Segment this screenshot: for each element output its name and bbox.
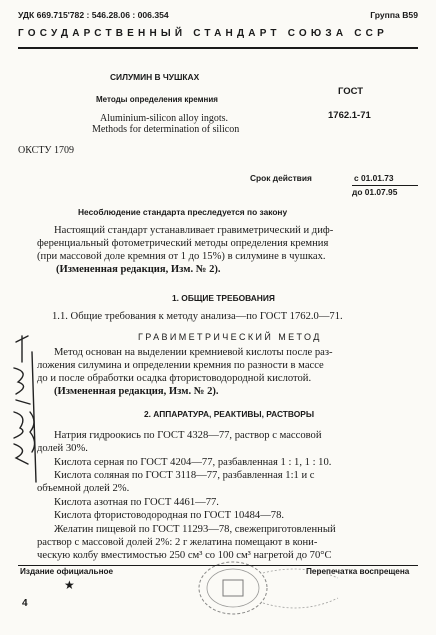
header-rule <box>18 47 418 49</box>
intro-line: Настоящий стандарт устанавливает гравиметрический и диф- <box>54 225 334 236</box>
reagent-line: Натрия гидроокись по ГОСТ 4328—77, раствор с массовой <box>54 430 322 441</box>
doc-subtitle: Методы определения кремния <box>96 95 218 104</box>
library-stamp <box>193 553 343 623</box>
gost-number: 1762.1-71 <box>328 110 371 121</box>
reagent-line: Кислота серная по ГОСТ 4204—77, разбавленная 1 : 1, 1 : 10. <box>54 457 332 468</box>
okstu-code: ОКСТУ 1709 <box>18 145 75 156</box>
title-english-2: Methods for determination of silicon <box>92 124 240 135</box>
intro-line: (при массовой доле кремния от 1 до 15%) в силумине в чушках. <box>37 251 326 262</box>
gravimetric-line: Метод основан на выделении кремниевой кислоты после раз- <box>54 347 333 358</box>
validity-from: с 01.01.73 <box>354 173 394 183</box>
star-icon: ★ <box>64 578 75 592</box>
gravimetric-line: ложения силумина и определении кремния по разности в массе <box>37 360 324 371</box>
reagent-line: долей 30%. <box>37 443 88 454</box>
standard-title: ГОСУДАРСТВЕННЫЙ СТАНДАРТ СОЮЗА ССР <box>18 28 388 39</box>
section2-heading: 2. АППАРАТУРА, РЕАКТИВЫ, РАСТВОРЫ <box>144 409 315 419</box>
reagent-line: раствор с массовой долей 2%: 2 г желатина помещают в кони- <box>37 537 318 548</box>
reagent-line: Кислота азотная по ГОСТ 4461—77. <box>54 497 219 508</box>
legal-notice: Несоблюдение стандарта преследуется по закону <box>78 207 288 217</box>
reagent-line: Кислота фтористоводородная по ГОСТ 10484—78. <box>54 510 285 521</box>
group-code: Группа В59 <box>370 10 418 20</box>
validity-to: до 01.07.95 <box>352 187 398 197</box>
handwritten-note <box>8 332 40 502</box>
doc-title: СИЛУМИН В ЧУШКАХ <box>110 72 200 82</box>
section1-text: 1.1. Общие требования к методу анализа—по ГОСТ 1762.0—71. <box>52 311 343 322</box>
udk-code: УДК 669.715'782 : 546.28.06 : 006.354 <box>18 10 169 20</box>
reprint-prohibited: Перепечатка воспрещена <box>306 567 410 576</box>
page-number: 4 <box>22 598 28 609</box>
reagent-line: объемной долей 2%. <box>37 483 130 494</box>
reagent-line: ческую колбу вместимостью 250 см³ со 100 см³ нагретой до 70°С <box>37 550 332 561</box>
section1-heading: 1. ОБЩИЕ ТРЕБОВАНИЯ <box>172 293 275 303</box>
validity-label: Срок действия <box>250 173 312 183</box>
reagent-line: Кислота соляная по ГОСТ 3118—77, разбавленная 1:1 и с <box>54 470 315 481</box>
intro-line: ференциальный фотометрический методы определения кремния <box>37 238 329 249</box>
gost-label: ГОСТ <box>338 86 364 97</box>
gravimetric-heading: ГРАВИМЕТРИЧЕСКИЙ МЕТОД <box>138 332 322 342</box>
gravimetric-amendment: (Измененная редакция, Изм. № 2). <box>54 386 219 397</box>
gravimetric-line: до и после обработки осадка фтористоводородной кислотой. <box>37 373 312 384</box>
title-english-1: Aluminium-silicon alloy ingots. <box>100 113 229 124</box>
validity-rule <box>352 185 418 186</box>
intro-amendment: (Измененная редакция, Изм. № 2). <box>56 264 221 275</box>
reagent-line: Желатин пищевой по ГОСТ 11293—78, свежеприготовленный <box>54 524 336 535</box>
official-edition: Издание официальное <box>20 567 114 576</box>
